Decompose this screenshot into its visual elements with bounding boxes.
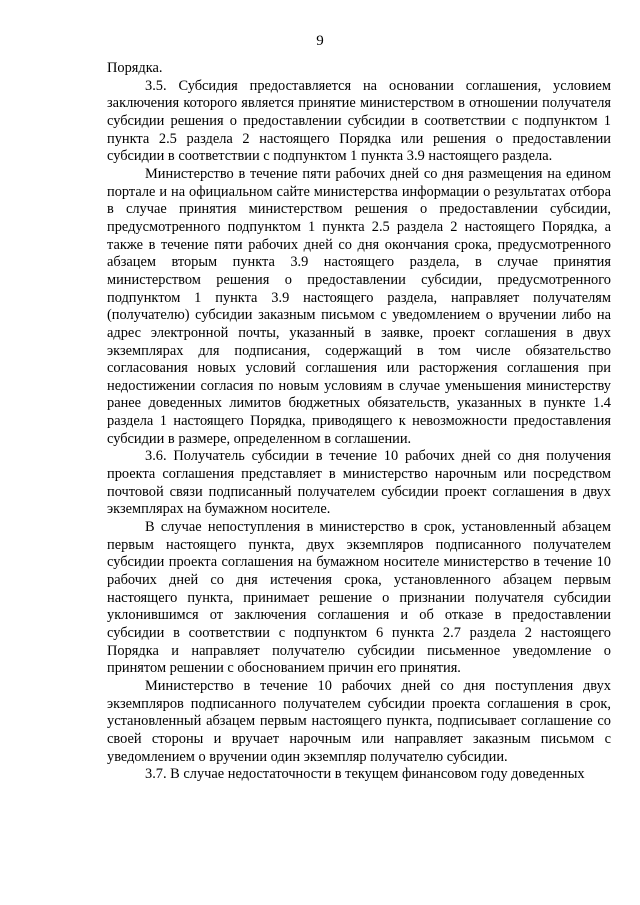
page-number: 9 — [316, 33, 324, 49]
paragraph-3-6: 3.6. Получатель субсидии в течение 10 рабочих дней со дня получения проекта соглашения представляет в министерство нарочным или посредством почтовой связи подписанный получателем субсидии проект соглашения в двух экземплярах на бумажном носителе. — [107, 448, 611, 518]
paragraph-3-7: 3.7. В случае недостаточности в текущем финансовом году доведенных — [145, 766, 585, 783]
document-body — [107, 60, 611, 784]
paragraph-ministry-sends-agreement: Министерство в течение пяти рабочих дней со дня размещения на едином портале и на официальном сайте министерства информации о результатах отбора в случае принятия министерством решения о предоставлении субсидии, предусмотренного подпунктом 1 пункта 2.5 раздела 2 настоящего Порядка, а также в течение пяти рабочих дней со дня окончания срока, предусмотренного абзацем вторым пункта 3.9 настоящего раздела, в случае принятия министерством решения о предоставлении субсидии, предусмотренного подпунктом 1 пункта 3.9 настоящего раздела, направляет получателям (получателю) субсидии заказным письмом с уведомлением о вручении либо на адрес электронной почты, указанный в заявке, проект соглашения в двух экземплярах для подписания, содержащий в том числе обязательство согласования новых условий соглашения или расторжения соглашения при недостижении согласия по новым условиям в случае уменьшения министерству ранее доведенных лимитов бюджетных обязательств, указанных в пункте 1.4 раздела 1 настоящего Порядка, приводящего к невозможности предоставления субсидии в размере, определенном в соглашении. — [107, 165, 611, 447]
paragraph-continuation: Порядка. — [107, 60, 163, 76]
paragraph-non-receipt: В случае непоступления в министерство в срок, установленный абзацем первым настоящего пункта, двух экземпляров подписанного получателем субсидии проекта соглашения на бумажном носителе министерство в течение 10 рабочих дней со дня истечения срока, установленного абзацем первым настоящего пункта, принимает решение о признании получателя субсидии уклонившимся от заключения соглашения и об отказе в предоставлении субсидии в соответствии с подпунктом 6 пункта 2.7 раздела 2 настоящего Порядка и направляет получателю субсидии письменное уведомление о принятом решении с обоснованием причин его принятия. — [107, 519, 611, 677]
paragraph-3-5: 3.5. Субсидия предоставляется на основании соглашения, условием заключения которого является принятие министерством в отношении получателя субсидии решения о предоставлении субсидии в соответствии с подпунктом 1 пункта 2.5 раздела 2 настоящего Порядка или решения о предоставлении субсидии в соответствии с подпунктом 1 пункта 3.9 настоящего раздела. — [107, 77, 611, 165]
paragraph-ministry-signs: Министерство в течение 10 рабочих дней со дня поступления двух экземпляров подписанного получателем субсидии проекта соглашения в срок, установленный абзацем первым настоящего пункта, подписывает соглашение со своей стороны и вручает нарочным или направляет заказным письмом с уведомлением о вручении один экземпляр получателю субсидии. — [107, 677, 611, 765]
